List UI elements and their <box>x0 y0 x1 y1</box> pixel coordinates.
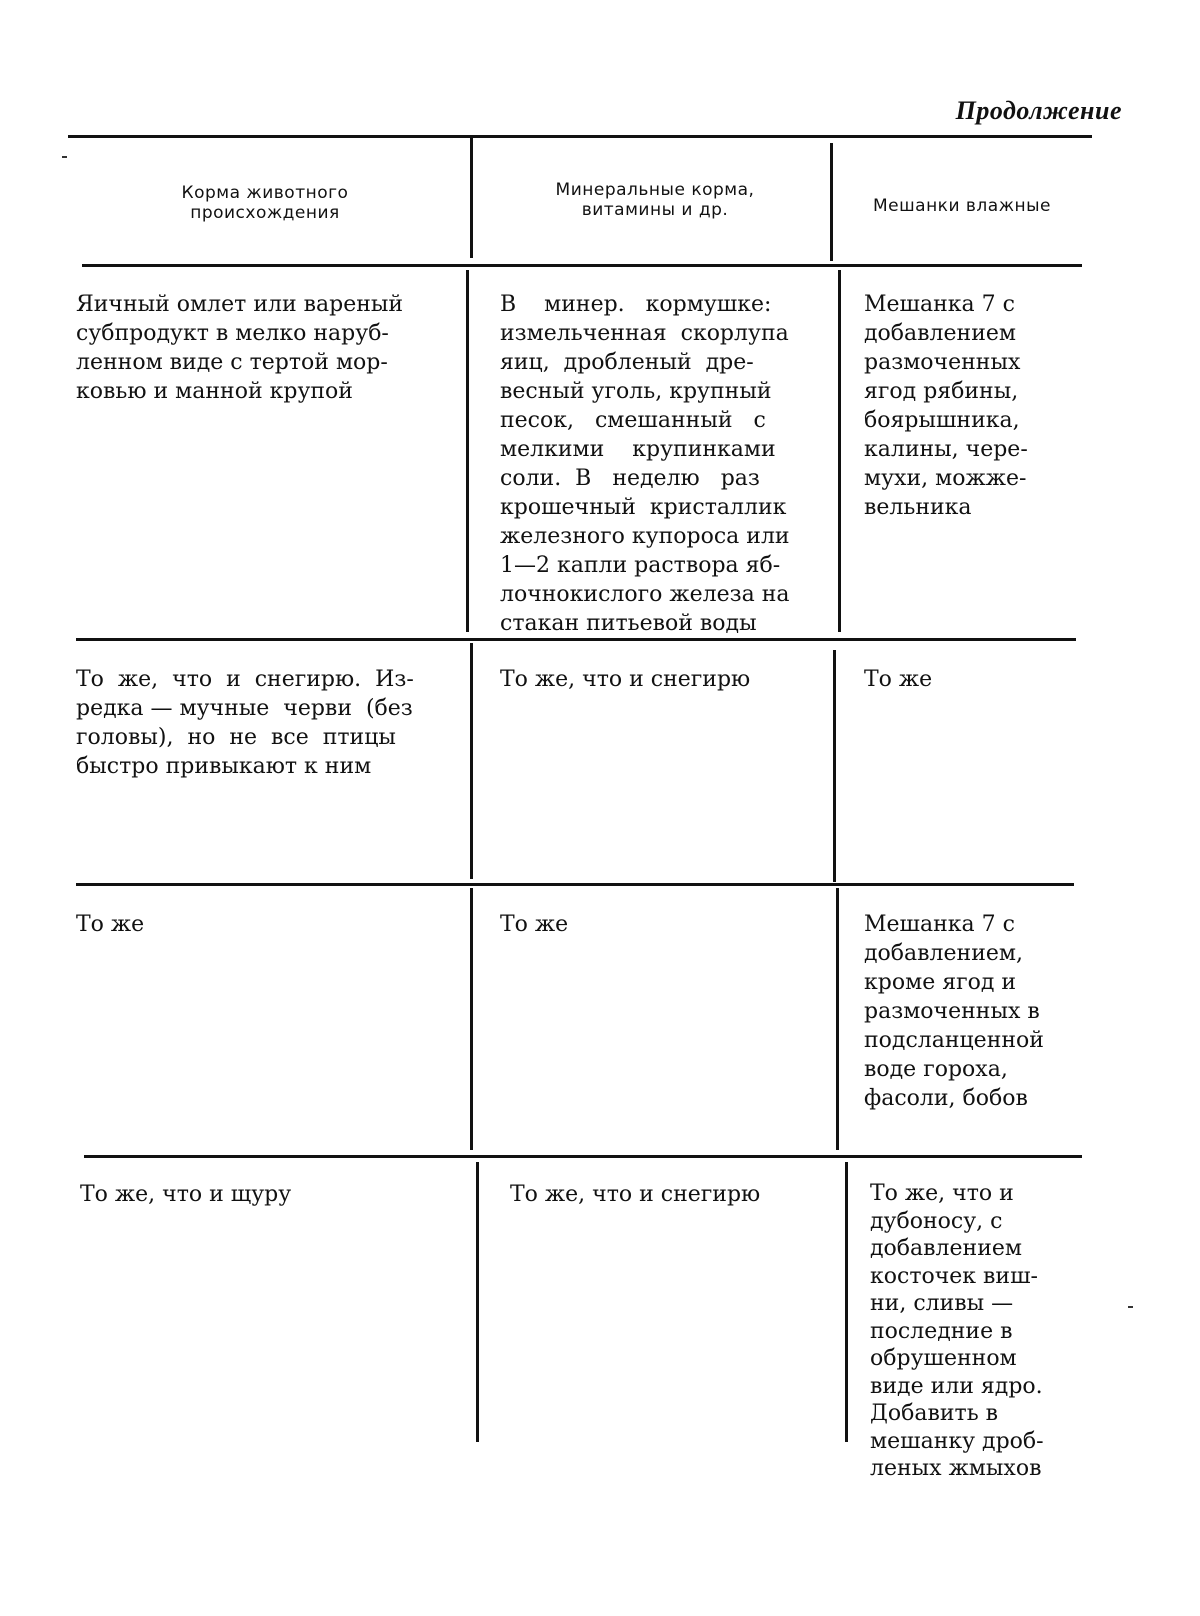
header-animal-feed: Корма животного происхождения <box>100 183 430 223</box>
cell-mineral-feed: То же <box>500 910 568 939</box>
row1-col-separator-2 <box>838 270 841 632</box>
row4-col-separator-2 <box>845 1162 848 1442</box>
page-label: Продолжение <box>956 96 1122 126</box>
row2-col-separator-1 <box>470 643 473 879</box>
scan-speck <box>62 156 67 158</box>
cell-wet-mash: То же, что и дубоносу, с добавлением косточек виш- ни, сливы — последние в обрушенном виде или ядро. Добавить в мешанку дроб- леных жмыхов <box>870 1180 1044 1483</box>
cell-mineral-feed: В минер. кормушке: измельченная скорлупа яиц, дробленый дре- весный уголь, крупный песок, смешанный с мелкими крупинками соли. В неделю раз крошечный кристаллик железного купороса или 1—2 капли раствора яб- лочнокислого железа на стакан питьевой воды <box>500 290 790 638</box>
row2-col-separator-2 <box>833 650 836 882</box>
row3-col-separator-1 <box>470 888 473 1150</box>
cell-wet-mash: То же <box>864 665 932 694</box>
header-bottom-rule <box>82 264 1082 267</box>
scan-speck <box>1128 1306 1133 1308</box>
cell-animal-feed: То же <box>76 910 144 939</box>
cell-mineral-feed: То же, что и снегирю <box>500 665 750 694</box>
row-divider-1 <box>76 638 1076 641</box>
row1-col-separator-1 <box>466 270 469 632</box>
header-wet-mash: Мешанки влажные <box>842 196 1082 216</box>
cell-animal-feed: То же, что и щуру <box>80 1180 291 1209</box>
header-mineral-feed: Минеральные корма, витамины и др. <box>490 180 820 220</box>
row4-col-separator-1 <box>476 1162 479 1442</box>
cell-wet-mash: Мешанка 7 с добавлением размоченных ягод рябины, боярышника, калины, чере- мухи, можже- вельника <box>864 290 1028 522</box>
table-top-rule <box>68 135 1092 138</box>
header-col-separator-1 <box>470 138 473 258</box>
cell-mineral-feed: То же, что и снегирю <box>510 1180 760 1209</box>
row3-col-separator-2 <box>836 888 839 1150</box>
header-col-separator-2 <box>830 143 833 261</box>
cell-animal-feed: То же, что и снегирю. Из- редка — мучные черви (без головы), но не все птицы быстро привыкают к ним <box>76 665 414 781</box>
cell-animal-feed: Яичный омлет или вареный субпродукт в мелко наруб- ленном виде с тертой мор- ковью и манной крупой <box>76 290 403 406</box>
row-divider-3 <box>84 1155 1082 1158</box>
row-divider-2 <box>76 883 1074 886</box>
cell-wet-mash: Мешанка 7 с добавлением, кроме ягод и размоченных в подсланценной воде гороха, фасоли, бобов <box>864 910 1044 1113</box>
